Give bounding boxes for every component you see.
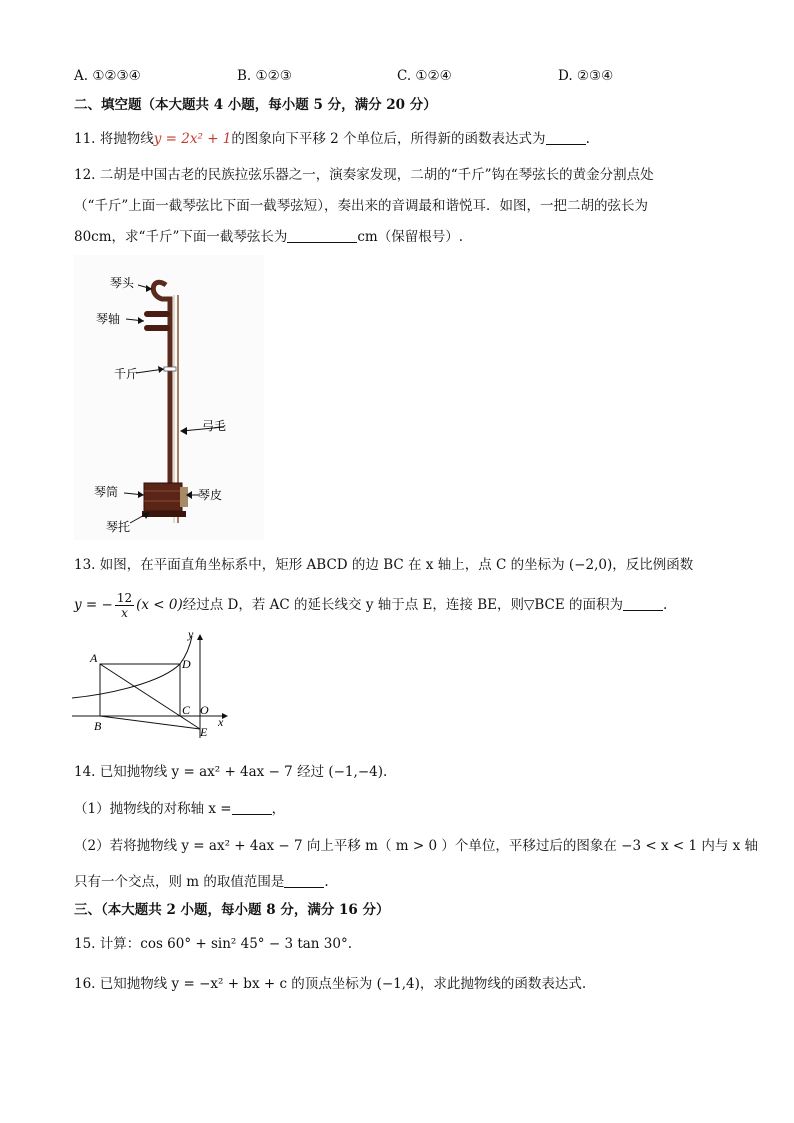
label-a: A	[90, 651, 98, 665]
q12-line3-prefix: 80cm，求“千斤”下面一截琴弦长为	[74, 229, 288, 245]
q12-line1: 12. 二胡是中国古老的民族拉弦乐器之一，演奏家发现，二胡的“千斤”钩在琴弦长的黄金分割点处	[74, 167, 654, 183]
option-d: D. ②③④	[558, 68, 614, 84]
erhu-drawing	[74, 255, 264, 540]
option-a: A. ①②③④	[74, 68, 141, 84]
q13-func-lhs: y = −	[74, 597, 113, 613]
q14-part1-blank[interactable]	[232, 800, 272, 815]
hyperbola-curve	[72, 636, 192, 698]
question-15: 15. 计算：cos 60° + sin² 45° − 3 tan 30°.	[74, 936, 353, 952]
label-qintong: 琴筒	[94, 485, 119, 499]
label-c: C	[182, 703, 191, 717]
q12-line3	[74, 227, 463, 247]
q14-part2-cont	[74, 872, 329, 892]
q13-fraction-num: 12	[116, 591, 133, 605]
q11-text: 的图象向下平移 2 个单位后，所得新的函数表达式为	[231, 131, 546, 147]
q12-line2: （“千斤”上面一截琴弦比下面一截琴弦短），奏出来的音调最和谐悦耳．如图，一把二胡的弦长为	[74, 198, 649, 214]
q11-answer-blank[interactable]	[546, 130, 586, 145]
erhu-peg-top	[144, 311, 170, 317]
erhu-qianjin	[164, 367, 176, 371]
q14-stem: 14. 已知抛物线 y = ax² + 4ax − 7 经过 (−1,−4).	[74, 764, 388, 780]
option-c: C. ①②④	[397, 68, 452, 84]
q14-part1-text: （1）抛物线的对称轴 x =	[74, 801, 232, 817]
line-ace	[100, 664, 200, 729]
question-11	[74, 129, 590, 149]
q14-part2-blank[interactable]	[284, 873, 324, 888]
q13-fraction	[115, 591, 134, 620]
q11-end: .	[585, 131, 590, 147]
q14-part2: （2）若将抛物线 y = ax² + 4ax − 7 向上平移 m（ m > 0 ）个单位，平移过后的图象在 −3 < x < 1 内与 x 轴	[74, 838, 759, 854]
q13-end: .	[663, 597, 668, 613]
label-x: x	[218, 715, 224, 729]
label-qintuo: 琴托	[106, 520, 131, 534]
line-be	[100, 716, 200, 729]
option-b: B. ①②③	[237, 68, 292, 84]
q13-fraction-den: x	[121, 606, 128, 620]
label-y: y	[188, 630, 194, 641]
q13-answer-blank[interactable]	[623, 596, 663, 611]
q13-line2	[74, 590, 667, 620]
q11-prefix: 11. 将抛物线	[74, 131, 154, 147]
q12-line3-suffix: cm（保留根号）.	[357, 229, 463, 245]
label-b: B	[94, 719, 102, 733]
q11-formula: y = 2x² + 1	[153, 131, 232, 147]
q14-part2b-end: .	[324, 874, 329, 890]
q13-line2-text: 经过点 D，若 AC 的延长线交 y 轴于点 E，连接 BE，则▽BCE 的面积为	[182, 597, 623, 613]
label-o: O	[200, 703, 209, 717]
erhu-resonator	[144, 483, 182, 511]
section2-heading: 二、填空题（本大题共 4 小题，每小题 5 分，满分 20 分）	[74, 97, 437, 113]
options-row	[74, 66, 714, 86]
label-qianjin: 千斤	[114, 367, 139, 381]
section3-heading: 三、（本大题共 2 小题，每小题 8 分，满分 16 分）	[74, 902, 390, 918]
label-d: D	[182, 657, 191, 671]
label-qinzhou: 琴轴	[96, 312, 121, 326]
q14-part1-end: ，	[271, 801, 286, 817]
q14-part2b-text: 只有一个交点，则 m 的取值范围是	[74, 874, 285, 890]
erhu-illustration	[74, 255, 264, 540]
q14-part1	[74, 799, 285, 819]
label-qinpi: 琴皮	[198, 488, 223, 502]
erhu-skin	[180, 487, 188, 507]
q13-graph	[72, 630, 232, 740]
label-e: E	[200, 725, 208, 739]
question-16: 16. 已知抛物线 y = −x² + bx + c 的顶点坐标为 (−1,4)，求此抛物线的函数表达式.	[74, 976, 587, 992]
label-qintou: 琴头	[110, 276, 135, 290]
q13-line1: 13. 如图，在平面直角坐标系中，矩形 ABCD 的边 BC 在 x 轴上，点 C 的坐标为 (−2,0)，反比例函数	[74, 557, 694, 573]
label-gongmao: 弓毛	[202, 419, 227, 433]
q13-graph-svg	[72, 630, 232, 740]
erhu-peg-bottom	[144, 325, 170, 331]
q12-answer-blank[interactable]	[287, 228, 357, 243]
q13-func-cond: (x < 0)	[136, 597, 183, 613]
